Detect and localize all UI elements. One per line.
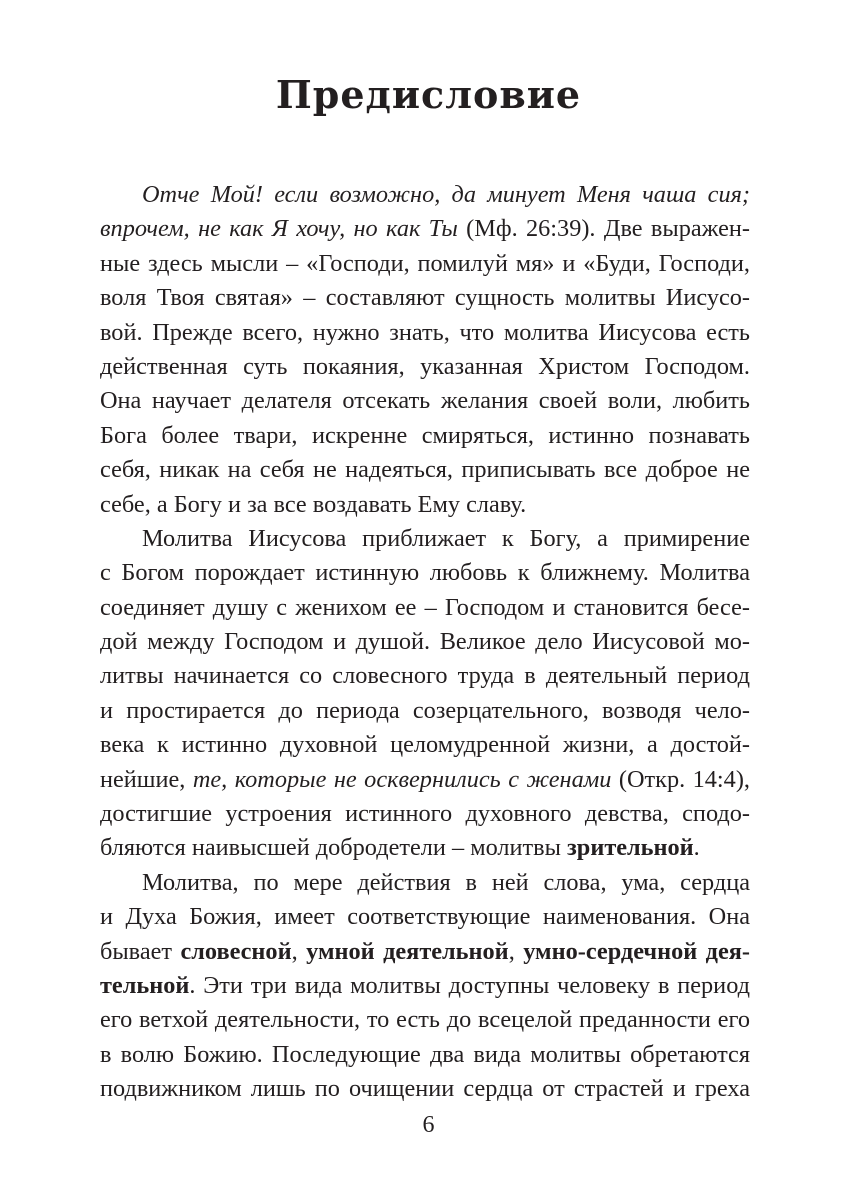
italic-quote: Отче Мой! если возможно, да минует Меня чаша сия; [142,181,750,208]
bold-term: тельной [100,971,190,999]
text-line [100,831,750,865]
text-line [100,556,750,590]
text-run: соединяет душу с женихом ее – Господом и становится бесе- [100,593,750,621]
text-run: в волю Божию. Последующие два вида молитвы обретаются [100,1040,750,1068]
text-run: нейшие, [100,765,193,793]
text-run: бывает [100,937,181,965]
text-line [100,522,750,556]
text-line [100,625,750,659]
text-run: века к истинно духовной целомудренной жизни, а достой- [100,731,750,759]
text-run: ные здесь мысли – «Господи, помилуй мя» и «Буди, Господи, [100,249,750,277]
text-line [100,453,750,487]
bold-term: умно-сердечной дея- [523,937,750,965]
text-line [100,866,750,900]
text-line [100,694,750,728]
text-line [100,900,750,934]
text-run: . [693,834,700,862]
text-run: себя, никак на себя не надеяться, приписывать все доброе не [100,456,750,484]
text-run: подвижником лишь по очищении сердца от страстей и греха [100,1075,750,1103]
text-line [100,797,750,831]
text-line [100,178,750,212]
text-run: , [508,937,524,965]
text-run: бляются наивысшей добродетели – молитвы [100,834,568,862]
body-text [100,178,750,1107]
text-line [100,316,750,350]
text-run: Молитва, по мере действия в ней слова, ума, сердца [142,868,750,896]
text-line [100,935,750,969]
text-line [100,247,750,281]
bold-term: умной деятельной [306,937,509,965]
page-number: 6 [422,1112,435,1138]
text-line [100,350,750,384]
text-run: воля Твоя святая» – составляют сущность молитвы Иисусо- [100,284,750,312]
text-run: и Духа Божия, имеет соответствующие наименования. Она [100,903,750,931]
text-run: и простирается до периода созерцательного, возводя чело- [100,696,750,724]
text-run: с Богом порождает истинную любовь к ближнему. Молитва [100,559,750,587]
text-run: , [291,937,307,965]
text-line [100,1072,750,1106]
text-run: литвы начинается со словесного труда в деятельный период [100,662,750,690]
text-run: себе, а Богу и за все воздавать Ему славу. [100,490,527,518]
text-line [100,969,750,1003]
text-run: достигшие устроения истинного духовного девства, сподо- [100,800,750,828]
italic-quote: те, которые не осквернились с женами [192,765,612,793]
text-run: (Мф. 26:39). Две выражен- [457,215,750,243]
bold-term: словесной [180,937,292,965]
text-line [100,1003,750,1037]
text-line [100,212,750,246]
page-title: Предисловие [275,72,582,117]
text-run: Она научает делателя отсекать желания своей воли, любить [100,387,750,415]
text-run: его ветхой деятельности, то есть до всецелой преданности его [100,1006,750,1034]
text-run: (Откр. 14:4), [611,765,750,793]
italic-quote: впрочем, не как Я хочу, но как Ты [100,215,458,243]
text-run: дой между Господом и душой. Великое дело Иисусовой мо- [100,628,750,656]
text-line [100,659,750,693]
text-line [100,591,750,625]
text-run: . Эти три вида молитвы доступны человеку в период [189,971,750,999]
text-line [100,419,750,453]
bold-term: зрительной [567,834,694,862]
text-line [100,728,750,762]
text-line [100,1038,750,1072]
text-line [100,384,750,418]
text-line [100,763,750,797]
text-line [100,281,750,315]
text-run: Бога более твари, искренне смиряться, истинно познавать [100,421,750,449]
text-run: действенная суть покаяния, указанная Христом Господом. [100,352,750,380]
text-run: Молитва Иисусова приближает к Богу, а примирение [142,524,750,552]
text-line [100,488,750,522]
text-run: вой. Прежде всего, нужно знать, что молитва Иисусова есть [100,318,750,346]
